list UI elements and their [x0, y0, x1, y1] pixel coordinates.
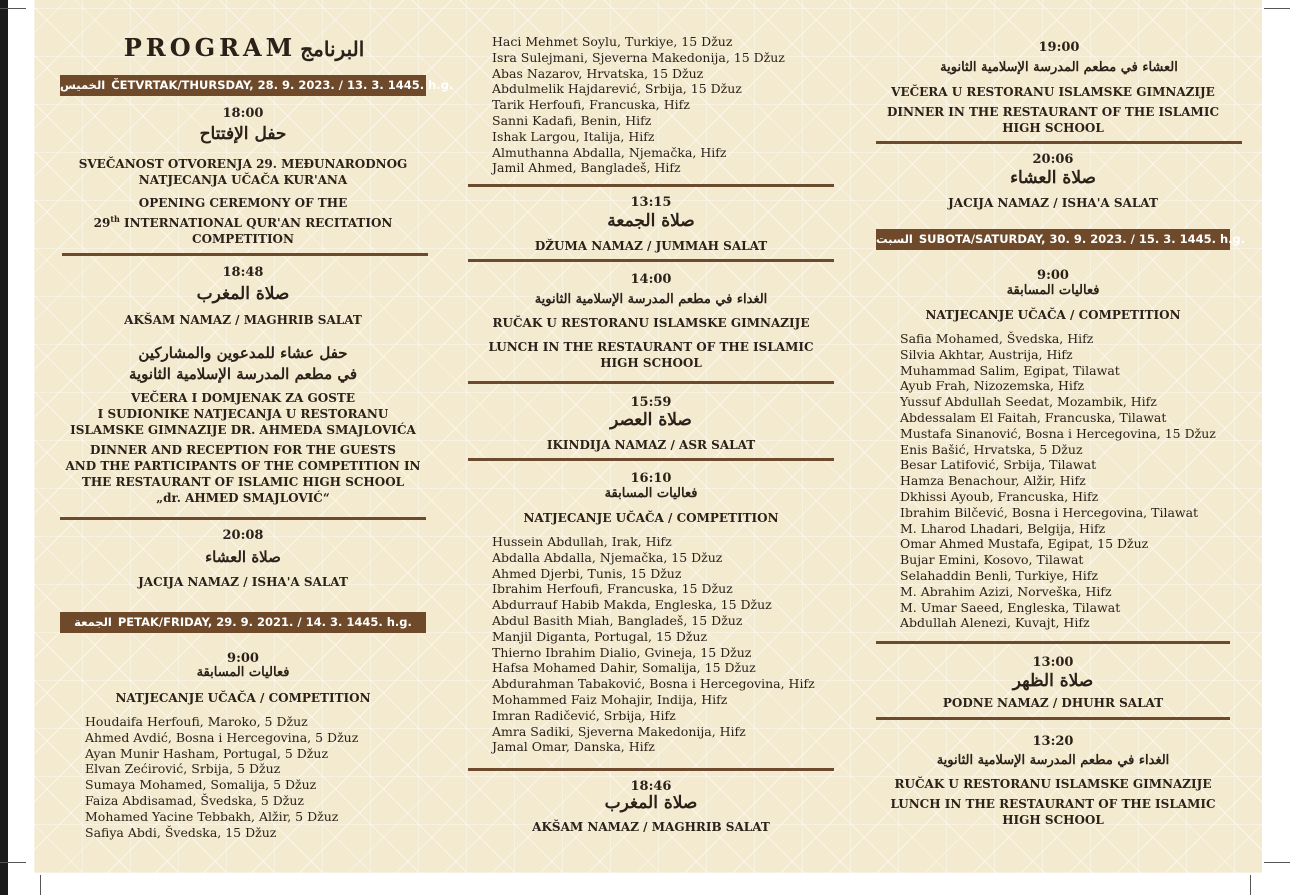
participant: Manjil Diganta, Portugal, 15 Džuz: [492, 628, 708, 644]
competition-time: 9:00: [227, 651, 259, 666]
day-bar-thursday: [60, 75, 454, 96]
asr-time: 15:59: [630, 395, 672, 410]
crop-mark-bottom-left: [0, 862, 26, 863]
participant: Abdullah Alenezi, Kuvajt, Hifz: [900, 615, 1090, 631]
participant: Enis Bašić, Hrvatska, 5 Džuz: [900, 441, 1083, 457]
day-bar-friday-text: PETAK/FRIDAY, 29. 9. 2021. / 14. 3. 1445. h.g.: [117, 615, 412, 629]
jumah-label: DŽUMA NAMAZ / JUMMAH SALAT: [534, 239, 768, 253]
divider: [468, 458, 834, 461]
lunch-english-line2: HIGH SCHOOL: [1002, 813, 1104, 827]
jumah-arabic: صلاة الجمعة: [607, 211, 695, 231]
participant: Elvan Zećirović, Srbija, 5 Džuz: [85, 761, 281, 777]
dinner-english-line3: THE RESTAURANT OF ISLAMIC HIGH SCHOOL: [81, 475, 405, 489]
participant: Sumaya Mohamed, Somalija, 5 Džuz: [85, 777, 317, 793]
dinner-time: 19:00: [1038, 40, 1080, 55]
lunch-english-line2: HIGH SCHOOL: [600, 356, 702, 370]
participant: Faiza Abdisamad, Švedska, 5 Džuz: [85, 792, 305, 808]
lunch-bosnian: RUČAK U RESTORANU ISLAMSKE GIMNAZIJE: [894, 777, 1212, 791]
lunch-time: 14:00: [630, 272, 672, 287]
opening-english-line3: COMPETITION: [192, 232, 294, 246]
isha-arabic: صلاة العشاء: [1010, 168, 1096, 188]
day-bar-saturday-text: SUBOTA/SATURDAY, 30. 9. 2023. / 15. 3. 1445. h.g.: [918, 232, 1246, 246]
crop-mark-bottom-2: [1250, 875, 1251, 895]
program-title-text: PROGRAM: [123, 33, 297, 62]
day-bar-saturday-arabic: السبت: [876, 232, 913, 246]
participant: Muhammad Salim, Egipat, Tilawat: [900, 362, 1120, 378]
participant: Ibrahim Bilčević, Bosna i Hercegovina, Tilawat: [900, 504, 1199, 520]
competition-arabic: فعاليات المسابقة: [1006, 283, 1100, 298]
divider: [468, 768, 834, 771]
participant: Abdessalam El Faitah, Francuska, Tilawat: [900, 409, 1167, 425]
participant: Abdul Basith Miah, Bangladeš, 15 Džuz: [492, 612, 743, 628]
program-title: [60, 33, 428, 62]
isha-label: JACIJA NAMAZ / ISHA'A SALAT: [948, 196, 1158, 210]
dinner-english: [60, 442, 426, 506]
day-bar-friday: [60, 612, 426, 633]
participant: Bujar Emini, Kosovo, Tilawat: [900, 552, 1084, 568]
crop-mark-bottom-1: [40, 875, 41, 895]
dinner-bosnian-line2: I SUDIONIKE NATJECANJA U RESTORANU: [97, 407, 389, 421]
participant-list: [900, 331, 1240, 631]
competition-label: NATJECANJE UČAČA / COMPETITION: [523, 511, 779, 525]
participant: Mohammed Faiz Mohajir, Indija, Hifz: [492, 691, 728, 707]
competition-arabic: فعاليات المسابقة: [196, 665, 290, 680]
participant: Safia Mohamed, Švedska, Hifz: [900, 331, 1094, 346]
participant: Mustafa Sinanović, Bosna i Hercegovina, 15 Džuz: [900, 425, 1216, 441]
dinner-arabic-line1: حفل عشاء للمدعوين والمشاركين: [138, 344, 348, 362]
participant: Ahmed Djerbi, Tunis, 15 Džuz: [492, 565, 682, 581]
participant-list: [85, 714, 425, 840]
dinner-english-line1: DINNER AND RECEPTION FOR THE GUESTS: [90, 443, 396, 457]
day-bar-thursday-text: ČETVRTAK/THURSDAY, 28. 9. 2023. / 13. 3. 1445. h.g.: [111, 78, 454, 92]
maghrib-arabic: صلاة المغرب: [604, 793, 698, 813]
participant: Amra Sadiki, Sjeverna Makedonija, Hifz: [492, 723, 746, 739]
dinner-english-line2: AND THE PARTICIPANTS OF THE COMPETITION IN: [65, 459, 421, 473]
lunch-time: 13:20: [1032, 734, 1074, 749]
day-bar-thursday-arabic: الخميس: [60, 78, 106, 92]
crop-mark-bottom-right: [1264, 862, 1290, 863]
lunch-english: [876, 796, 1230, 828]
competition-time: 16:10: [630, 471, 672, 486]
participant: Ishak Largou, Italija, Hifz: [492, 128, 655, 144]
participant: Haci Mehmet Soylu, Turkiye, 15 Džuz: [492, 34, 733, 49]
isha-arabic: صلاة العشاء: [205, 548, 281, 566]
day-bar-saturday: [876, 229, 1246, 250]
participant: Sanni Kadafi, Benin, Hifz: [492, 112, 652, 128]
participant: Omar Ahmed Mustafa, Egipat, 15 Džuz: [900, 536, 1149, 552]
participant: Safiya Abdi, Švedska, 15 Džuz: [85, 824, 277, 840]
participant: Jamil Ahmed, Bangladeš, Hifz: [492, 160, 681, 176]
divider: [468, 381, 834, 384]
maghrib-label: AKŠAM NAMAZ / MAGHRIB SALAT: [124, 313, 362, 327]
divider: [60, 517, 426, 520]
participant: Silvia Akhtar, Austrija, Hifz: [900, 346, 1073, 362]
lunch-arabic: الغداء في مطعم المدرسة الإسلامية الثانوية: [936, 753, 1170, 768]
lunch-bosnian: RUČAK U RESTORANU ISLAMSKE GIMNAZIJE: [492, 316, 810, 330]
dinner-bosnian: [60, 390, 426, 438]
dinner-bosnian-line3: ISLAMSKE GIMNAZIJE DR. AHMEDA SMAJLOVIĆA: [70, 423, 416, 437]
dinner-english-line2: HIGH SCHOOL: [1002, 121, 1104, 135]
participant: Hafsa Mohamed Dahir, Somalija, 15 Džuz: [492, 660, 756, 676]
participant: Ibrahim Herfoufi, Francuska, 15 Džuz: [492, 581, 733, 597]
participant-list: [492, 34, 832, 176]
participant: Abas Nazarov, Hrvatska, 15 Džuz: [492, 65, 704, 81]
crop-mark-top-left: [0, 8, 26, 9]
participant: M. Lharod Lhadari, Belgija, Hifz: [900, 520, 1106, 536]
participant: M. Umar Saeed, Engleska, Tilawat: [900, 599, 1121, 615]
dinner-english-line4: „dr. AHMED SMAJLOVIĆ“: [156, 491, 330, 505]
isha-time: 20:06: [1032, 152, 1074, 167]
competition-time: 9:00: [1037, 268, 1069, 283]
opening-bosnian-line2: NATJECANJA UČAČA KUR'ANA: [138, 173, 348, 187]
participant: Hamza Benachour, Alžir, Hifz: [900, 473, 1086, 489]
opening-ordinal: 29: [93, 216, 111, 230]
maghrib-label: AKŠAM NAMAZ / MAGHRIB SALAT: [532, 820, 770, 834]
program-title-arabic: البرنامج: [300, 37, 365, 61]
opening-english: [60, 195, 426, 247]
participant-list: [492, 534, 832, 755]
competition-label: NATJECANJE UČAČA / COMPETITION: [925, 308, 1181, 322]
participant: Besar Latifović, Srbija, Tilawat: [900, 457, 1097, 473]
asr-label: IKINDIJA NAMAZ / ASR SALAT: [546, 438, 756, 452]
participant: Mohamed Yacine Tebbakh, Alžir, 5 Džuz: [85, 808, 339, 824]
opening-bosnian: [60, 156, 426, 188]
day-bar-friday-arabic: الجمعة: [74, 615, 112, 629]
opening-english-line2-text: INTERNATIONAL QUR'AN RECITATION: [119, 216, 393, 230]
participant: Isra Sulejmani, Sjeverna Makedonija, 15 Džuz: [492, 49, 785, 65]
dinner-bosnian: VEČERA U RESTORANU ISLAMSKE GIMNAZIJE: [891, 85, 1215, 99]
lunch-english-line1: LUNCH IN THE RESTAURANT OF THE ISLAMIC: [488, 340, 814, 354]
isha-label: JACIJA NAMAZ / ISHA'A SALAT: [138, 575, 348, 589]
dinner-english-line1: DINNER IN THE RESTAURANT OF THE ISLAMIC: [886, 105, 1219, 119]
opening-bosnian-line1: SVEČANOST OTVORENJA 29. MEĐUNARODNOG: [78, 157, 408, 171]
participant: Houdaifa Herfoufi, Maroko, 5 Džuz: [85, 714, 308, 729]
competition-label: NATJECANJE UČAČA / COMPETITION: [115, 691, 371, 705]
left-edge-strip: [0, 0, 8, 895]
lunch-arabic: الغداء في مطعم المدرسة الإسلامية الثانوية: [534, 292, 768, 307]
divider: [468, 259, 834, 262]
divider: [876, 717, 1230, 720]
divider: [468, 184, 834, 187]
participant: Dkhissi Ayoub, Francuska, Hifz: [900, 488, 1099, 504]
participant: Hussein Abdullah, Irak, Hifz: [492, 534, 672, 549]
dhuhr-time: 13:00: [1032, 655, 1074, 670]
dinner-english: [876, 104, 1230, 136]
isha-time: 20:08: [222, 528, 264, 543]
opening-arabic: حفل الإفتتاح: [199, 124, 287, 144]
competition-arabic: فعاليات المسابقة: [604, 486, 698, 501]
divider: [62, 253, 428, 256]
participant: Yussuf Abdullah Seedat, Mozambik, Hifz: [900, 394, 1157, 410]
participant: Abdurrauf Habib Makda, Engleska, 15 Džuz: [492, 597, 772, 613]
participant: Thierno Ibrahim Dialio, Gvineja, 15 Džuz: [492, 644, 752, 660]
participant: Imran Radičević, Srbija, Hifz: [492, 707, 676, 723]
lunch-english-line1: LUNCH IN THE RESTAURANT OF THE ISLAMIC: [890, 797, 1216, 811]
participant: Ayub Frah, Nizozemska, Hifz: [900, 378, 1085, 394]
divider: [876, 641, 1230, 644]
participant: Abdalla Abdalla, Njemačka, 15 Džuz: [492, 549, 723, 565]
dhuhr-label: PODNE NAMAZ / DHUHR SALAT: [942, 696, 1164, 710]
maghrib-time: 18:48: [222, 265, 264, 280]
opening-time: 18:00: [222, 106, 264, 121]
participant: Almuthanna Abdalla, Njemačka, Hifz: [492, 144, 727, 160]
crop-mark-top-right: [1264, 8, 1290, 9]
opening-english-line1: OPENING CEREMONY OF THE: [138, 196, 348, 210]
participant: Abdurahman Tabaković, Bosna i Hercegovina, Hifz: [492, 676, 815, 692]
dinner-bosnian-line1: VEČERA I DOMJENAK ZA GOSTE: [131, 391, 355, 405]
participant: Jamal Omar, Danska, Hifz: [492, 739, 655, 755]
participant: M. Abrahim Azizi, Norveška, Hifz: [900, 583, 1112, 599]
asr-arabic: صلاة العصر: [610, 410, 692, 430]
dinner-arabic: [60, 343, 426, 385]
lunch-english: [468, 339, 834, 371]
opening-english-line2: [60, 211, 426, 231]
participant: Ahmed Avdić, Bosna i Hercegovina, 5 Džuz: [85, 729, 359, 745]
maghrib-time: 18:46: [630, 779, 672, 794]
divider: [876, 141, 1242, 144]
participant: Selahaddin Benli, Turkiye, Hifz: [900, 567, 1098, 583]
maghrib-arabic: صلاة المغرب: [196, 284, 290, 304]
jumah-time: 13:15: [630, 195, 672, 210]
participant: Ayan Munir Hasham, Portugal, 5 Džuz: [85, 745, 329, 761]
opening-ordinal-suffix: th: [110, 214, 120, 224]
dinner-arabic: العشاء في مطعم المدرسة الإسلامية الثانوية: [940, 60, 1178, 75]
participant: Tarik Herfoufi, Francuska, Hifz: [492, 97, 690, 113]
dhuhr-arabic: صلاة الظهر: [1012, 671, 1094, 691]
participant: Abdulmelik Hajdarević, Srbija, 15 Džuz: [492, 81, 742, 97]
dinner-arabic-line2: في مطعم المدرسة الإسلامية الثانوية: [128, 365, 358, 383]
